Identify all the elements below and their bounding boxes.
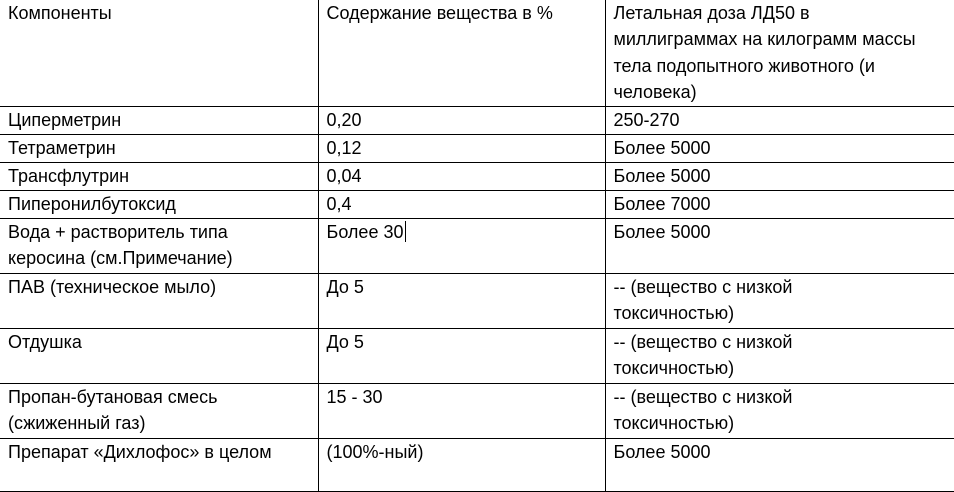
table-row bbox=[0, 218, 954, 273]
component-cell: Циперметрин bbox=[0, 106, 318, 134]
percent-cell: До 5 bbox=[318, 273, 605, 328]
table-row bbox=[0, 162, 954, 190]
percent-cell[interactable]: Более 30 bbox=[318, 218, 605, 273]
dose-cell: Более 5000 bbox=[605, 438, 954, 491]
component-cell: ПАВ (техническое мыло) bbox=[0, 273, 318, 328]
table-row bbox=[0, 438, 954, 491]
dose-cell: Более 7000 bbox=[605, 190, 954, 218]
dose-cell: 250-270 bbox=[605, 106, 954, 134]
table-row bbox=[0, 134, 954, 162]
text-cursor bbox=[405, 221, 406, 242]
header-cell-content-percent: Содержание вещества в % bbox=[318, 0, 605, 106]
header-cell-lethal-dose: Летальная доза ЛД50 в миллиграммах на килограмм массы тела подопытного животного (и человека) bbox=[605, 0, 954, 106]
percent-cell: 0,20 bbox=[318, 106, 605, 134]
table-row bbox=[0, 383, 954, 438]
component-cell: Пиперонилбутоксид bbox=[0, 190, 318, 218]
dose-cell: Более 5000 bbox=[605, 218, 954, 273]
dose-cell: -- (вещество с низкой токсичностью) bbox=[605, 328, 954, 383]
header-cell-components: Компоненты bbox=[0, 0, 318, 106]
component-cell: Пропан-бутановая смесь (сжиженный газ) bbox=[0, 383, 318, 438]
dose-cell: -- (вещество с низкой токсичностью) bbox=[605, 383, 954, 438]
component-cell: Препарат «Дихлофос» в целом bbox=[0, 438, 318, 491]
percent-cell: 0,12 bbox=[318, 134, 605, 162]
header-row bbox=[0, 0, 954, 106]
dose-cell: Более 5000 bbox=[605, 134, 954, 162]
dose-cell: Более 5000 bbox=[605, 162, 954, 190]
table-row bbox=[0, 273, 954, 328]
dose-cell: -- (вещество с низкой токсичностью) bbox=[605, 273, 954, 328]
percent-cell: До 5 bbox=[318, 328, 605, 383]
percent-cell: 0,04 bbox=[318, 162, 605, 190]
table-row bbox=[0, 328, 954, 383]
table-row bbox=[0, 106, 954, 134]
component-cell: Вода + растворитель типа керосина (см.Примечание) bbox=[0, 218, 318, 273]
table-row bbox=[0, 190, 954, 218]
component-cell: Отдушка bbox=[0, 328, 318, 383]
percent-cell: 0,4 bbox=[318, 190, 605, 218]
component-cell: Трансфлутрин bbox=[0, 162, 318, 190]
percent-cell: (100%-ный) bbox=[318, 438, 605, 491]
component-cell: Тетраметрин bbox=[0, 134, 318, 162]
percent-cell: 15 - 30 bbox=[318, 383, 605, 438]
